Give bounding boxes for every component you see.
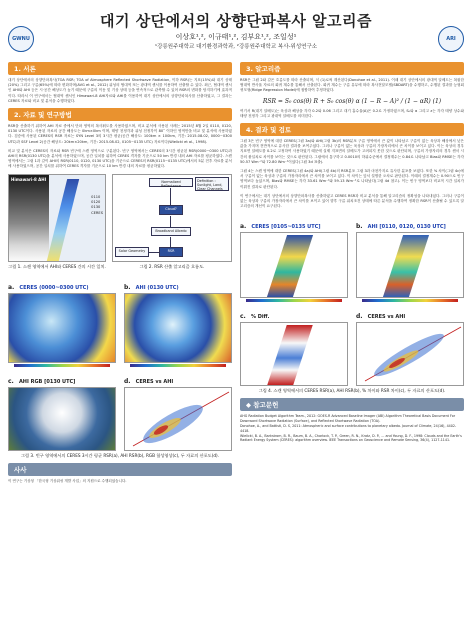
reference-item: Donohoe, A., and Battisti, D. S, 2011: Atmospheric and surface contributions to planetary albedo. Journal of Climate, 24(16), 4402-4418.: [240, 423, 457, 433]
fig3b-colorbar: [130, 364, 226, 367]
fig2-flowchart: [112, 174, 232, 262]
fig1-ceres-swath: [47, 179, 79, 261]
flow-cloud-decision: Cloud?: [159, 205, 183, 215]
results-text-2: 그림 4는 스캔 영역에 대한 CERES(그림 4a)와 AHI(그림 4b)의 RSR분포 그림 3과 마찬가지로 유사한 분포를 보였다. 또한 % 차이(그림 4c)에서 구름이 없는 육상과 구름의 가장자리에서 큰 차이를 보이고 있다. 이 차이는 앞서 설명한 오차로 판단된다. 이때의 결정계수는 0.90으로 빈구 영역보다 높았으며, Bias와 RMSE는 각각 33.61 Wm⁻²와 59.13 Wm⁻²로 나타났다(그림 4d 참고). 이는 빈구 영역보다 비교적 시간 일치가 이뤄진 결과로 판단된다.: [240, 169, 464, 189]
data-text-1: RSR을 산출하기 위하여 AHI 자료 중에서 단파 영역의 복사휘도를 사용하였으며, 비교 분석에 사용된 사례는 2015년 8월 2일 0110, 0120, 0130 UTC이다. 사용된 자료의 공간 해상도는 0km×0km 이며, 태양 천정각과 위성 천정각이 80˚ 이하인 영역만을 비교 및 분석에 사용하였다. 검증에 사용된 CERES의 RSR 자료는 SYN Level 3의 3시간 평균(공간 해상도: 100km × 100km, 기간: 2015.08.02, 0000~0300 UTC)과 SSF Level 2(공간 해상도: 20km×20km, 기간: 2015.08.02, 0105~0135 UTC) 자료이다(Wielicki et al., 1998).: [8, 124, 232, 144]
fig4a-map: [240, 232, 348, 298]
fig1-legend-0120: 0120: [91, 200, 101, 205]
figure-1: [8, 174, 106, 274]
figure-4-bottom-row: [240, 303, 464, 386]
fig1-caption: 그림 1. 스캔 영역에서 AHI와 CERES 간의 시간 일치.: [8, 263, 106, 269]
fig1-legend-0110: 0110: [91, 194, 101, 199]
flow-broadband-albedo: Broadband Albedo: [151, 227, 191, 236]
fig4d-label: d.: [356, 313, 363, 321]
fig4b-colorbar: [362, 299, 458, 302]
fig3-panel-c: [8, 368, 116, 451]
fig4b-map: [356, 232, 464, 298]
fig4a-title: CERES [0105~0135 UTC]: [251, 224, 321, 231]
fig4-panel-d: [356, 303, 464, 386]
references-heading: ◆ 참고문헌: [240, 398, 464, 411]
fig1-ahi-strip: [9, 175, 49, 262]
fig3-panel-a: [8, 274, 116, 368]
fig2-caption: 그림 2. RSR 산출 알고리즘 흐름도.: [139, 263, 205, 269]
intro-text: 대기 상단에서의 상향단파복사(TOA RSR; TOA of Atmosphere Reflected Shortwave Radiation, 이하 RSR)는 지표(15%)와 대기 상태(20%) 그리고 구름(65%)에 따라 변화하며(AVG et al., 2012) 위성의 협대역 또는 광대역 센서를 이용하여 산출할 수 있다. 최근, 협대역 센서인 AHI와 AHI 등은 시·공간 해상도가 높기 때문에 구름의 이동 및 기상 상태 등을 연속적으로 관측할 수 있어 RSR의 변화를 탐지하기에 효과적이다. 따라서 이 연구에서는 협대역 센서인 Himawari-8 AHI자료와 AHI를 이용하여 대기 상단에서의 상향단파복사를 산출하였고, 그 결과는 CERES 자료와 비교 및 분석을 수행하였다.: [8, 78, 232, 103]
figure-row-1-2: [8, 174, 232, 274]
fig3a-title: CERES (0000~0300 UTC): [19, 284, 89, 291]
right-column: [240, 62, 464, 443]
university-logo: GWNU: [8, 26, 34, 52]
fig4d-title: CERES vs AHI: [367, 314, 406, 321]
algorithm-text-1: RSR은 그림 2와 같은 흐름도를 따라 산출되며, 식 (1)로써 계산된다(Donohoe et al., 2011). 이때 대기 상단에서의 광대역 알베도는 복잡한 협대역 반사율 자료의 회귀 계수를 통해서 산출된다. 회귀 계수는 구름 유무에 따라 복사전달모델(SBDART)을 수행하고, 수행된 결과를 능형회귀모형(Ridge Regression Model)에 접합하여 추정하였다.: [240, 78, 464, 93]
affiliations: ¹강릉원주대학교 대기환경과학과, ²강릉원주대학교 복사-위성연구소: [154, 44, 318, 50]
reference-item: Wielicki, B. A., Barkstrom, B. R., Baum, B. A., Charlock, T. P., Green, R. N., Kratz, D. P., ... and Young, D. F., 1998: Clouds and the Earth's Radiant Energy System (CERES): algorithm overview. IEEE Transactions on Geoscience and Remote Sensing, 36(4), 1127-1141.: [240, 433, 462, 443]
fig3a-map: [8, 293, 116, 363]
fig4c-diff-map: [240, 322, 348, 386]
flow-rsr: RSR: [159, 247, 183, 257]
fig3d-label: d.: [124, 377, 131, 385]
flow-solar-geometry: Solar Geometry: [115, 247, 149, 257]
fig3a-colorbar: [14, 364, 110, 367]
fig4c-label: c.: [240, 313, 246, 321]
fig4a-label: a.: [240, 223, 247, 231]
fig1-legend-ceres: CERES: [91, 210, 103, 215]
flow-normalized-reflectance: Normalized Reflectance: [149, 178, 193, 187]
fig3b-label: b.: [124, 283, 131, 291]
fig3-caption: 그림 3. 빈구 영역에서의 CERES 3시간 평균 RSR(a), AHI RSR(b), RGB 합성영상(c), 두 자료의 산포도(d).: [21, 452, 219, 458]
fig4-panel-c: [240, 303, 348, 386]
fig1-title: Himawari-8 AHI: [11, 176, 47, 182]
figure-2: [112, 174, 232, 274]
rsr-equation: RSR = S₀ cos(θ) R + S₀ cos(θ) α (1 − R − A)² / (1 − αR) (1): [262, 97, 442, 105]
fig4d-scatter: [356, 322, 464, 386]
section-data-heading: 2. 자료 및 연구방법: [8, 108, 232, 121]
ack-heading: 사사: [8, 463, 232, 476]
fig4c-title: % Diff.: [250, 314, 270, 321]
fig4-panel-a: [240, 213, 348, 303]
fig3c-rgb-image: [8, 387, 116, 451]
fig4-panel-b: [356, 213, 464, 303]
figure-3-bottom-row: [8, 368, 232, 451]
fig4b-label: b.: [356, 223, 363, 231]
fig3c-title: AHI RGB [0130 UTC]: [18, 378, 76, 385]
fig3-panel-d: [124, 368, 232, 451]
algorithm-text-2: 여기서 R(대기 알베도)는 육상과 해상을 각각 0.2와 0.06 그리고 대기 흡수율(A)은 0.2로 가정하였으며, S₀와 α 그리고 z는 각각 태양 상수와 태양 천정각 그리고 광대역 알베도를 의미한다.: [240, 108, 464, 118]
ack-text: 이 연구는 기상청 「한국형 기상위성 개발 사업」의 지원으로 수행되었습니다.: [8, 478, 127, 483]
section-results-heading: 4. 결과 및 검토: [240, 123, 464, 136]
fig3b-map: [124, 293, 232, 363]
fig3b-title: AHI (0130 UTC): [135, 284, 179, 291]
results-text-3: 이 연구에서는 대기 상단에서의 상향단파복사를 산출하였고 CERES RSR과 비교 분석을 통해 알고리즘의 정확성을 나타내었다. 그러나 구름이 없는 육상과 구름의 가장자리에서 큰 차이를 보이고 있어 향후 구름 위치조건 상태에 따른 분석을 수행하여 정확한 RSR이 산출될 수 있도록 알고리즘의 개선이 요구된다.: [240, 193, 464, 209]
fig1-legend-0130: 0130: [91, 205, 101, 210]
authors: 이상호¹,², 이규태¹,², 김부요¹,², 조일성¹: [175, 33, 297, 41]
reference-item: AHG Radiation Budget Algorithm Team., 2012: GOES-R Advanced Baseline Imager (ABI) Algorithm Theoretical Basis Document For Downward Shortwave Radiation (Surface), and Reflected Shortwave Radiation (TOA).: [240, 414, 456, 424]
section-intro-heading: 1. 서론: [8, 62, 232, 75]
section-algorithm-heading: 3. 알고리즘: [240, 62, 464, 75]
institute-logo: ARI: [438, 26, 464, 52]
fig3d-scatter: [124, 387, 232, 451]
figure-3-top-row: [8, 274, 232, 368]
data-text-2: 비교 및 분석은 CERES의 자료와 RSR 빈구에 스캔 영역으로 구분된다. 빈구 영역에서는 CERES의 3시간 평균된 RSR(0000~0300 UTC)과 AHI의 RSR(0130 UTC)을 분석에 사용하였으며, 공간 일치를 위하여 CERES 격자를 기준으로 50 km 반경 내의 AHI 자료를 평균하였다. 스캔 영역에서는 그림 1과 같이 AHI의 RSR(0110, 0120, 0130 UTC)을 기준으로 CERES의 RSR(0115~0135 UTC)에서의 5분 전후 자료를 분석에 사용하였으며, 공간 일치를 위하여 CERES 격자를 기준으로 10 km 반경 내의 자료를 평균하였다.: [8, 148, 232, 169]
fig3-panel-b: [124, 274, 232, 368]
fig4b-title: AHI [0110, 0120, 0130 UTC]: [367, 224, 446, 231]
fig4-caption: 그림 4. 스캔 영역에서의 CERES RSR(a), AHI RSR(b), % 차이와 RSR 차이(c), 두 자료의 산포도(d).: [258, 388, 446, 394]
fig3d-title: CERES vs AHI: [135, 378, 174, 385]
left-column: [8, 62, 232, 484]
fig3c-label: c.: [8, 377, 14, 385]
poster-title: 대기 상단에서의 상향단파복사 알고리즘: [100, 12, 372, 30]
results-text-1: 그림 3은 빈구 영역에 대한 CERES(그림 3a)와 AHI(그림 3b)의 RSR분포 구름 영역에서 큰 값이 나타났고 구름이 없는 육상과 해상에서 낮은 값을 가지며 전반적으로 유사한 결과를 보여주었다. 그러나 구름이 없는 육상과 구름의 가장자리에서 큰 차이를 보이고 있다. 이는 육상의 경우 지표면 알베도를 0.2로 고정하여 사용하였기 때문에 실제 지표면의 알베도가 고려되지 못한 것으로 판단되며, 구름의 가장자리의 경우 센서 시간의 불일치로 차이를 보이는 것으로 판단된다. 그림에서 통구하고 0.0010의 하위수준에서 결정계수는 0.84로 나타났고 Bias와 RMSE는 각각 50.57 Wm⁻²와 72.80 Wm⁻²이었다(그림 3d 표출).: [240, 139, 464, 164]
figure-4-top-row: [240, 213, 464, 303]
fig4a-colorbar: [246, 299, 342, 302]
flow-definition: Definition : Sunlight, Land, Clear Channels: [195, 177, 229, 191]
fig3a-label: a.: [8, 283, 15, 291]
fig1-swath-image: [8, 174, 106, 262]
